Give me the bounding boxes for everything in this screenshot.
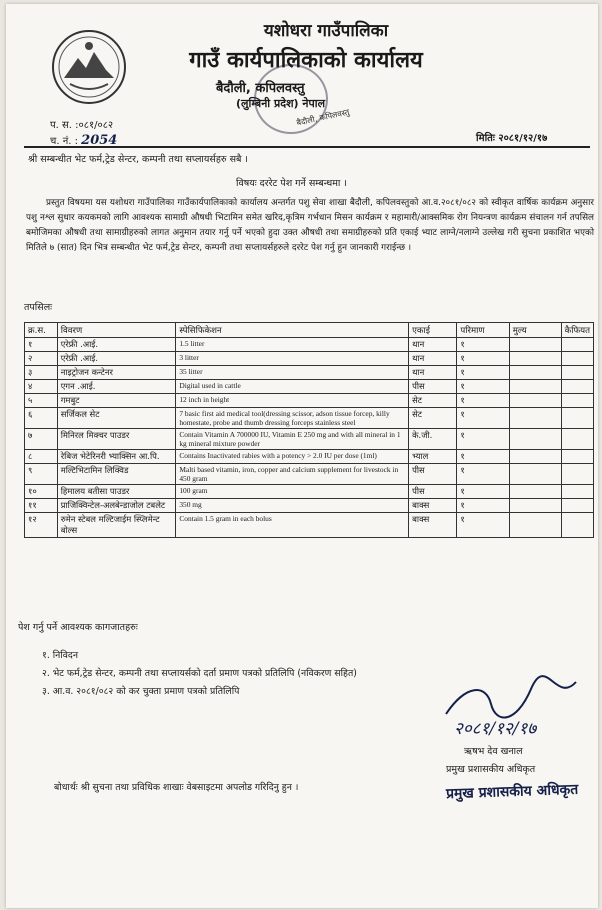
required-doc-item: ३. आ.व. २०८१/०८२ को कर चुक्ता प्रमाण पत्रको प्रतिलिपि — [42, 686, 240, 697]
designation-seal: प्रमुख प्रशासकीय अधिकृत — [445, 781, 579, 803]
cell-spec: Malti based vitamin, iron, copper and calcium supplement for livestock in 450 gram — [176, 464, 409, 485]
cell-unit: सेट — [409, 394, 457, 408]
cell-desc: रुमेन स्टेबल मल्टिजाईम स्प्लिमेन्ट बोल्स — [57, 513, 176, 538]
cell-desc: गमबुट — [57, 394, 176, 408]
letter-date — [476, 130, 547, 144]
cell-price — [509, 513, 561, 538]
cell-qty: १ — [457, 380, 509, 394]
cell-sn: १० — [25, 485, 58, 499]
body-paragraph: प्रस्तुत विषयमा यस यशोधरा गाउँपालिका गाउँकार्यपालिकाको कार्यालय अन्तर्गत पशु सेवा शाखा बैदौली, कपिलवस्तुको आ.व.२०८१/०८२ को स्वीकृत वार्षिक कार्यक्रम अनुसार पशु नश्ल सुधार कयकमको लागि आवश्यक सामाग्री औषधी भिटामिन समेत खरिद,कृत्रिम गर्भधान मिसन कार्यक्रम र महामारी/आक्समिक रोग नियन्त्रण कार्यक्रम संचालन गर्न तपसिल बमोजिमका औषधी तथा सामाग्रीहरुको लागत अनुमान तयार गर्नु पर्ने भएको हुदा उक्त औषधी तथा समाग्रीहरुको प्रति एकाई भ्याट लाग्ने/नलाग्ने उल्लेख गरी सुचना प्रकाशित भएको मितिले ७ (सात) दिन भित्र सम्बन्धीत भेट फर्म,ट्रेड सेन्टर, कम्पनी तथा सप्लायर्सहरुले दररेट पेश गर्नु हुन जानकारी गराईन्छ । — [26, 198, 594, 253]
cell-unit: के.जी. — [409, 429, 457, 450]
table-row — [25, 394, 594, 408]
cell-qty: १ — [457, 338, 509, 352]
cell-spec: Contain Vitamin A 700000 IU, Vitamin E 250 mg and with all mineral in 1 kg mineral mixture powder — [176, 429, 409, 450]
subject-line: विषयः दररेट पेश गर्ने सम्बन्धमा । — [236, 178, 347, 189]
reference-block — [50, 118, 117, 149]
col-header-remark: कैफियत — [561, 323, 593, 338]
table-header-row — [25, 323, 594, 338]
table-row — [25, 450, 594, 464]
date-value: २०८१/१२/१७ — [498, 133, 548, 144]
cn-value: 2054 — [81, 133, 118, 148]
required-docs-title: पेश गर्नु पर्ने आवश्यक कागजातहरुः — [18, 622, 138, 633]
cell-qty: १ — [457, 408, 509, 429]
municipality-name: यशोधरा गाउँपालिका — [263, 21, 389, 41]
nepal-emblem-icon — [50, 28, 128, 106]
cell-qty: १ — [457, 394, 509, 408]
table-row — [25, 499, 594, 513]
cell-remark — [561, 429, 593, 450]
cell-spec: 1.5 litter — [176, 338, 409, 352]
table-row — [25, 485, 594, 499]
col-header-sn: क्र.स. — [25, 323, 58, 338]
cell-remark — [561, 485, 593, 499]
cell-spec: Contain 1.5 gram in each bolus — [176, 513, 409, 538]
cell-spec: Contains Inactivated rabies with a potency > 2.0 IU per dose (1ml) — [176, 450, 409, 464]
cell-qty: १ — [457, 485, 509, 499]
office-address: बैदौली, कपिलवस्तु — [216, 81, 305, 96]
cell-sn: ४ — [25, 380, 58, 394]
cell-qty: १ — [457, 513, 509, 538]
items-table-body — [25, 338, 594, 538]
cell-remark — [561, 380, 593, 394]
cell-price — [509, 366, 561, 380]
cell-unit: थान — [409, 366, 457, 380]
cell-qty: १ — [457, 499, 509, 513]
cell-unit: बाक्स — [409, 513, 457, 538]
cell-sn: २ — [25, 352, 58, 366]
ps-value: :०८१/०८२ — [75, 120, 114, 131]
table-row — [25, 464, 594, 485]
date-label: मितिः — [476, 133, 495, 144]
cell-unit: बाक्स — [409, 499, 457, 513]
cell-desc: सर्जिकल सेट — [57, 408, 176, 429]
signature-mark — [436, 674, 586, 738]
cell-spec: 7 basic first aid medical tool(dressing scissor, adson tissue forcep, killy homestate, probe and thumb dressing forceps stainless steel — [176, 408, 409, 429]
details-label: तपसिलः — [24, 302, 53, 313]
cell-sn: ९ — [25, 464, 58, 485]
cell-price — [509, 450, 561, 464]
cell-price — [509, 338, 561, 352]
cell-price — [509, 429, 561, 450]
cell-spec: 100 gram — [176, 485, 409, 499]
cell-sn: ६ — [25, 408, 58, 429]
signature-date: २०८१/१२/१७ — [454, 719, 537, 738]
cell-desc: एरेफ्री .आई. — [57, 338, 176, 352]
table-row — [25, 380, 594, 394]
cell-unit: पीस — [409, 380, 457, 394]
signatory-role: प्रमुख प्रशासकीय अधिकृत — [446, 764, 536, 775]
cell-price — [509, 499, 561, 513]
cell-sn: ७ — [25, 429, 58, 450]
cell-spec: Digital used in cattle — [176, 380, 409, 394]
cell-sn: ११ — [25, 499, 58, 513]
table-row — [25, 513, 594, 538]
office-name: गाउँ कार्यपालिकाको कार्यालय — [189, 48, 423, 73]
signatory-name: ऋषभ देव खनाल — [464, 746, 523, 757]
cell-spec: 35 litter — [176, 366, 409, 380]
col-header-desc: विवरण — [57, 323, 176, 338]
cell-remark — [561, 352, 593, 366]
items-table — [24, 322, 594, 538]
table-row — [25, 338, 594, 352]
cell-remark — [561, 338, 593, 352]
cell-desc: प्राजिक्विन्टेल-अलबेन्डाजोल टबलेट — [57, 499, 176, 513]
col-header-price: मुल्य — [509, 323, 561, 338]
seal-text: बैदौली, कपिलवस्तु — [295, 107, 351, 128]
table-row — [25, 408, 594, 429]
table-row — [25, 352, 594, 366]
cell-desc: एगन .आई. — [57, 380, 176, 394]
cell-qty: १ — [457, 464, 509, 485]
office-province: (लुम्बिनी प्रदेश) नेपाल — [236, 97, 326, 110]
cell-remark — [561, 408, 593, 429]
cell-qty: १ — [457, 429, 509, 450]
table-row — [25, 429, 594, 450]
required-doc-item: १. निविदन — [42, 650, 78, 661]
cell-sn: ८ — [25, 450, 58, 464]
cell-desc: रेबिज भेटेरिनरी भ्याक्सिन आ.पि. — [57, 450, 176, 464]
cell-spec: 3 litter — [176, 352, 409, 366]
cell-desc: मिनिरल मिक्चर पाउडर — [57, 429, 176, 450]
cn-label: च. नं. : — [50, 136, 78, 147]
addressee: श्री सम्बन्धीत भेट फर्म,ट्रेड सेन्टर, कम्पनी तथा सप्लायर्सहरु सबै । — [28, 154, 249, 165]
cell-spec: 12 inch in height — [176, 394, 409, 408]
cell-unit: थान — [409, 338, 457, 352]
cell-qty: १ — [457, 450, 509, 464]
cell-unit: पीस — [409, 464, 457, 485]
cell-unit: पीस — [409, 485, 457, 499]
copy-to-note: बोधार्थः श्री सुचना तथा प्रविधिक शाखाः वेबसाइटमा अपलोड गरिदिनु हुन । — [54, 782, 299, 793]
cell-desc: हिमालय बतीसा पाउडर — [57, 485, 176, 499]
cell-price — [509, 394, 561, 408]
cell-price — [509, 352, 561, 366]
cell-sn: ३ — [25, 366, 58, 380]
cell-unit: भ्याल — [409, 450, 457, 464]
cell-price — [509, 380, 561, 394]
cell-price — [509, 464, 561, 485]
cell-price — [509, 408, 561, 429]
cell-qty: १ — [457, 366, 509, 380]
cell-sn: ५ — [25, 394, 58, 408]
cell-desc: मल्टिभिटामिन लिक्विड — [57, 464, 176, 485]
cell-remark — [561, 499, 593, 513]
cell-unit: थान — [409, 352, 457, 366]
cell-desc: एरेफ्री .आई. — [57, 352, 176, 366]
cell-remark — [561, 450, 593, 464]
cell-remark — [561, 513, 593, 538]
ps-label: प. स. — [50, 120, 72, 131]
table-row — [25, 366, 594, 380]
cell-sn: १ — [25, 338, 58, 352]
cell-desc: नाइट्रोजन कन्टेनर — [57, 366, 176, 380]
col-header-unit: एकाई — [409, 323, 457, 338]
cell-unit: सेट — [409, 408, 457, 429]
header-divider — [24, 146, 590, 148]
letter-page — [6, 4, 598, 908]
required-doc-item: २. भेट फर्म,ट्रेड सेन्टर, कम्पनी तथा सप्लायर्सको दर्ता प्रमाण पत्रको प्रतिलिपि (नविकरण सहित) — [42, 668, 357, 679]
cell-qty: १ — [457, 352, 509, 366]
cell-spec: 350 mg — [176, 499, 409, 513]
col-header-spec: स्पेसिफिकेशन — [176, 323, 409, 338]
col-header-qty: परिमाण — [457, 323, 509, 338]
cell-price — [509, 485, 561, 499]
cell-remark — [561, 394, 593, 408]
cell-sn: १२ — [25, 513, 58, 538]
cell-remark — [561, 464, 593, 485]
cell-remark — [561, 366, 593, 380]
